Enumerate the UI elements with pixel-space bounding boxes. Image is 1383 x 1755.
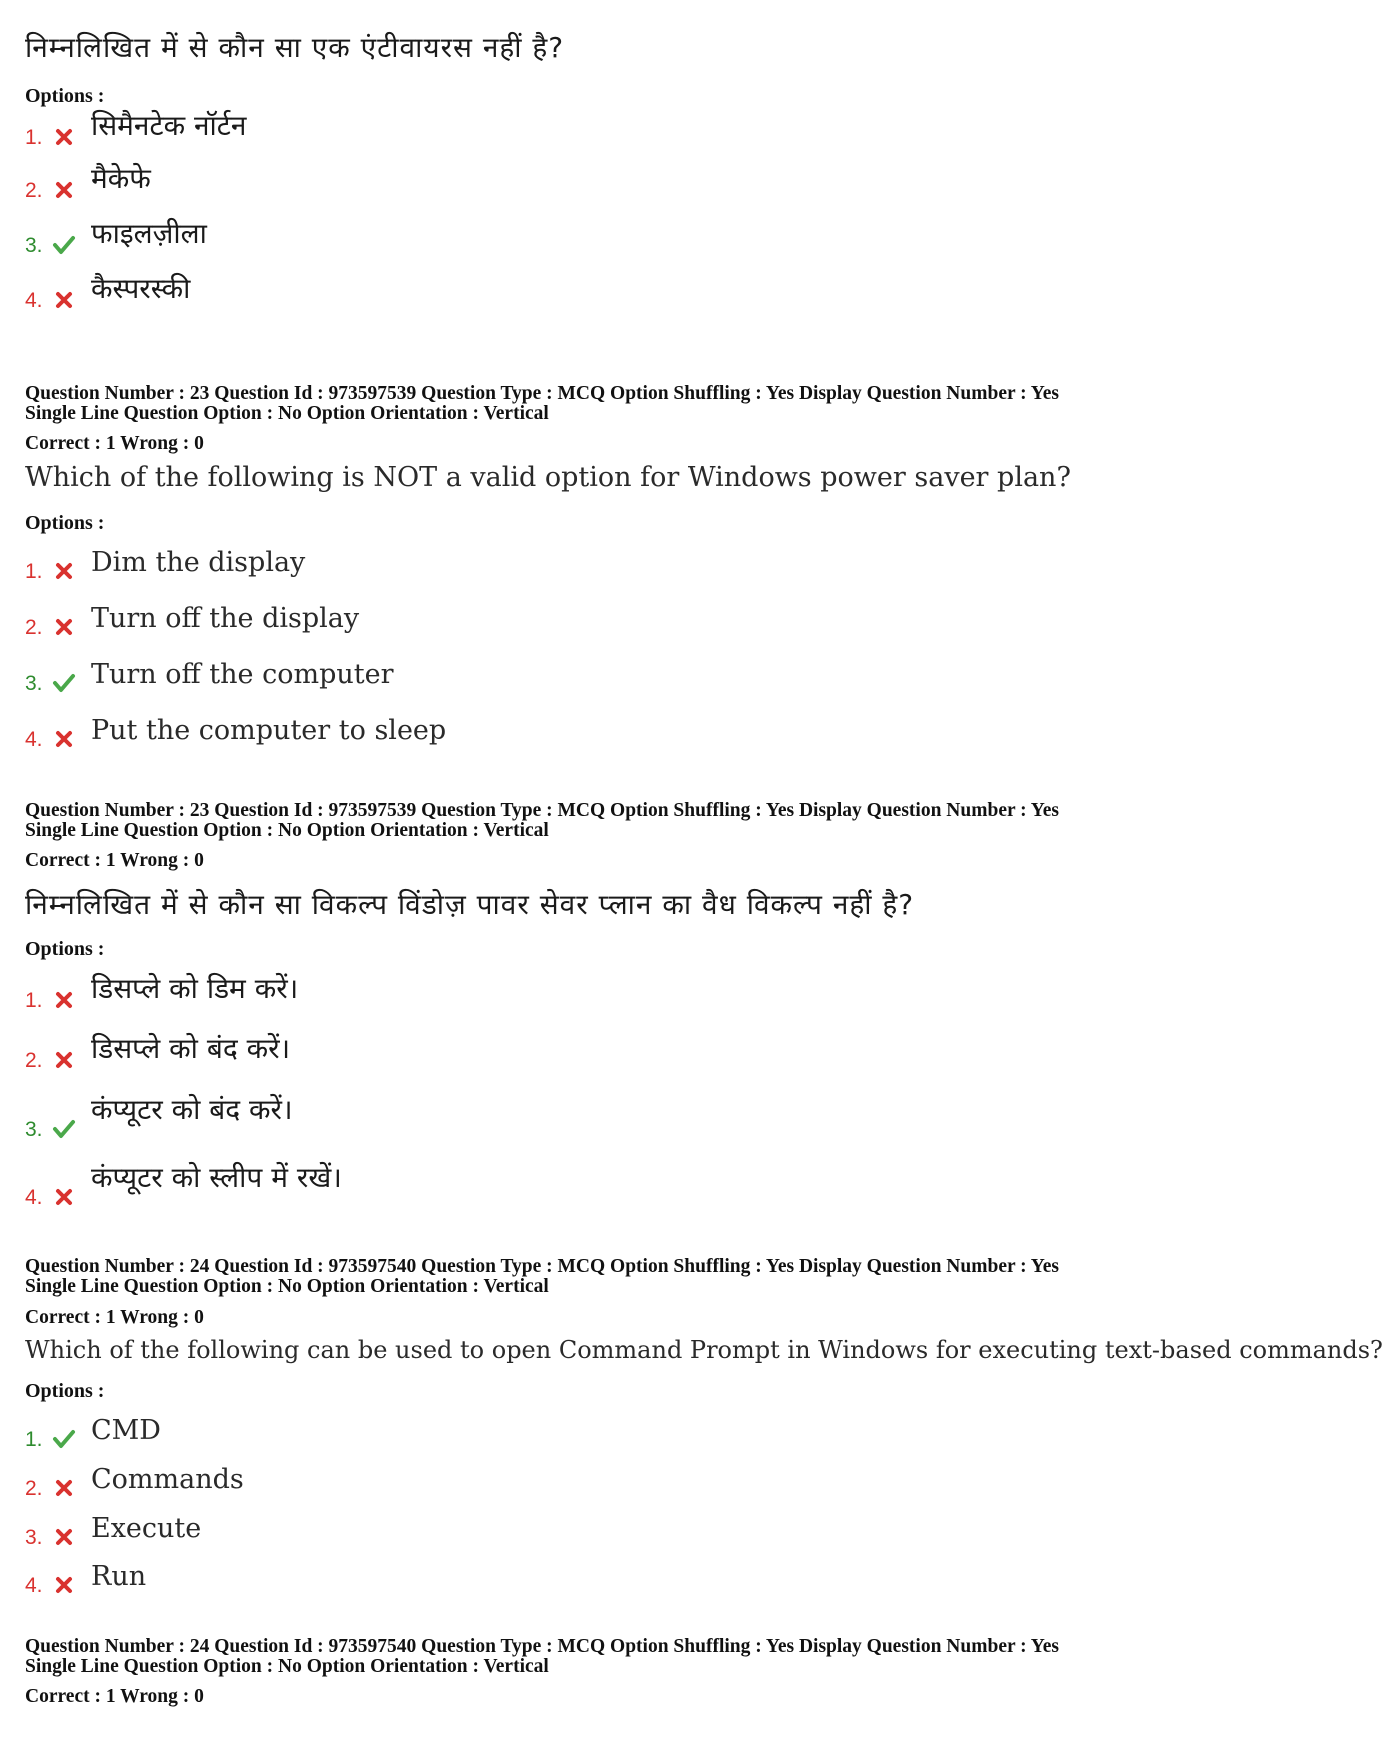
question-text-q24-en: Which of the following can be used to open Command Prompt in Windows for executing text-based commands?	[25, 1336, 1383, 1364]
option-q24-en-1	[25, 1414, 1175, 1454]
cross-icon	[52, 989, 76, 1011]
option-q23-hi-3	[25, 1093, 1175, 1144]
cross-icon	[52, 126, 76, 148]
option-text: डिसप्ले को बंद करें।	[91, 1032, 291, 1065]
question-meta-q23-hi	[25, 801, 1225, 841]
cross-icon	[52, 1477, 76, 1499]
option-q23-hi-4	[25, 1161, 1175, 1212]
score-q24-en: Correct : 1 Wrong : 0	[25, 1307, 204, 1328]
option-q23-en-1	[25, 546, 1175, 586]
option-number: 2.	[25, 616, 43, 639]
option-q23-en-4	[25, 714, 1175, 754]
option-number: 1.	[25, 560, 43, 583]
question-meta-line: Question Number : 24 Question Id : 973597540 Question Type : MCQ Option Shuffling : Yes Display Question Number : Yes	[25, 1636, 1059, 1657]
question-meta-line: Single Line Question Option : No Option Orientation : Vertical	[25, 1656, 549, 1677]
option-text: मैकेफे	[91, 162, 151, 195]
check-icon	[52, 1118, 76, 1140]
question-text-q23-en: Which of the following is NOT a valid option for Windows power saver plan?	[25, 462, 1071, 493]
option-text: Execute	[91, 1513, 202, 1544]
question-meta-line: Question Number : 24 Question Id : 973597540 Question Type : MCQ Option Shuffling : Yes Display Question Number : Yes	[25, 1256, 1059, 1277]
score-q23-hi: Correct : 1 Wrong : 0	[25, 850, 204, 871]
options-label: Options :	[25, 85, 105, 107]
option-q22-hi-2	[25, 162, 1175, 205]
option-q24-en-3	[25, 1512, 1175, 1552]
score-q24-hi: Correct : 1 Wrong : 0	[25, 1686, 204, 1707]
option-q23-en-3	[25, 658, 1175, 698]
option-text: Commands	[91, 1464, 244, 1495]
option-number: 3.	[25, 234, 43, 257]
options-label: Options :	[25, 1380, 105, 1402]
option-text: सिमैनटेक नॉर्टन	[91, 109, 247, 142]
option-text: फाइलज़ीला	[91, 217, 207, 250]
option-number: 4.	[25, 289, 43, 312]
option-number: 3.	[25, 1526, 43, 1549]
score-q23-en: Correct : 1 Wrong : 0	[25, 433, 204, 454]
option-number: 2.	[25, 179, 43, 202]
cross-icon	[52, 1186, 76, 1208]
option-text: Turn off the display	[91, 603, 360, 634]
question-meta-line: Question Number : 23 Question Id : 973597539 Question Type : MCQ Option Shuffling : Yes Display Question Number : Yes	[25, 383, 1059, 404]
option-q23-hi-2	[25, 1032, 1175, 1075]
cross-icon	[52, 728, 76, 750]
option-q24-en-4	[25, 1560, 1175, 1600]
cross-icon	[52, 289, 76, 311]
check-icon	[52, 234, 76, 256]
option-text: कंप्यूटर को बंद करें।	[91, 1093, 293, 1126]
option-number: 1.	[25, 1428, 43, 1451]
options-label: Options :	[25, 938, 105, 960]
option-text: Dim the display	[91, 547, 306, 578]
question-text-q22-hi: निम्नलिखित में से कौन सा एक एंटीवायरस नहीं है?	[25, 31, 565, 64]
option-number: 1.	[25, 989, 43, 1012]
question-meta-q23-en	[25, 384, 1225, 424]
option-number: 1.	[25, 126, 43, 149]
option-text: Run	[91, 1561, 147, 1592]
question-text-q23-hi: निम्नलिखित में से कौन सा विकल्प विंडोज़ पावर सेवर प्लान का वैध विकल्प नहीं है?	[25, 888, 915, 921]
question-meta-line: Single Line Question Option : No Option Orientation : Vertical	[25, 820, 549, 841]
question-meta-q24-en	[25, 1257, 1225, 1297]
option-text: डिसप्ले को डिम करें।	[91, 972, 299, 1005]
check-icon	[52, 672, 76, 694]
option-number: 4.	[25, 1186, 43, 1209]
option-q22-hi-1	[25, 109, 1175, 152]
question-meta-q24-hi	[25, 1637, 1225, 1677]
option-text: CMD	[91, 1415, 161, 1446]
cross-icon	[52, 1526, 76, 1548]
options-label: Options :	[25, 512, 105, 534]
option-number: 2.	[25, 1477, 43, 1500]
cross-icon	[52, 179, 76, 201]
option-q23-en-2	[25, 602, 1175, 642]
question-meta-line: Single Line Question Option : No Option Orientation : Vertical	[25, 1276, 549, 1297]
option-number: 3.	[25, 672, 43, 695]
check-icon	[52, 1428, 76, 1450]
cross-icon	[52, 1049, 76, 1071]
option-q23-hi-1	[25, 972, 1175, 1015]
option-q24-en-2	[25, 1463, 1175, 1503]
cross-icon	[52, 616, 76, 638]
option-number: 4.	[25, 728, 43, 751]
option-q22-hi-4	[25, 272, 1175, 315]
cross-icon	[52, 1574, 76, 1596]
option-number: 2.	[25, 1049, 43, 1072]
question-meta-line: Single Line Question Option : No Option Orientation : Vertical	[25, 403, 549, 424]
option-text: Put the computer to sleep	[91, 715, 447, 746]
option-text: Turn off the computer	[91, 659, 394, 690]
option-number: 3.	[25, 1118, 43, 1141]
cross-icon	[52, 560, 76, 582]
question-meta-line: Question Number : 23 Question Id : 973597539 Question Type : MCQ Option Shuffling : Yes Display Question Number : Yes	[25, 800, 1059, 821]
option-q22-hi-3	[25, 217, 1175, 260]
option-text: कैस्परस्की	[91, 272, 191, 305]
option-number: 4.	[25, 1574, 43, 1597]
option-text: कंप्यूटर को स्लीप में रखें।	[91, 1161, 342, 1194]
